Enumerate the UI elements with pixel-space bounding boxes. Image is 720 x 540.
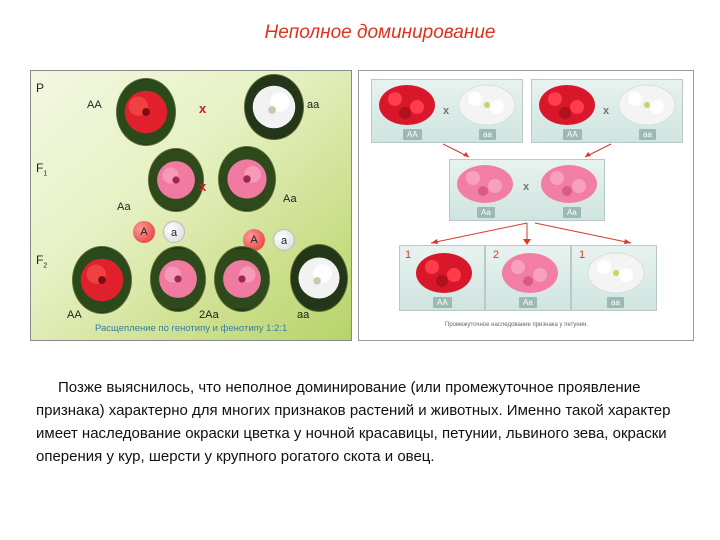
- cross-symbol: x: [199, 179, 207, 194]
- red-flower-image: [117, 79, 175, 145]
- white-flower-image: [291, 245, 347, 311]
- ratio-number: 1: [579, 249, 586, 261]
- ratio-number: 1: [405, 249, 412, 261]
- genotype-tag: аа: [607, 297, 624, 308]
- generation-p-label: P: [36, 81, 45, 95]
- gamete-dominant: А: [243, 229, 265, 251]
- genotype-f2-dominant: АА: [67, 309, 82, 321]
- genotype-f2-heterozygous: 2Аа: [199, 309, 219, 321]
- arrow-icon: [575, 143, 615, 161]
- body-paragraph: Позже выяснилось, что неполное доминирование (или промежуточное проявление признака) характерно для многих признаков растений и животных. Именно такой характер имеет наследование окраски цветка у ночной красавицы, петунии, львиного зева, окраски оперения у кур, шерсти у крупного рогатого скота и овец.: [36, 379, 671, 465]
- generation-f2-label: $F_2$: [36, 253, 48, 270]
- petunia-cross-figure: [358, 70, 694, 341]
- white-petunia-image: [585, 251, 647, 297]
- pink-flower-image: [151, 247, 205, 311]
- pink-petunia-image: [539, 163, 599, 207]
- pink-petunia-image: [499, 251, 561, 297]
- pink-flower-image: [219, 147, 275, 211]
- red-petunia-image: [537, 83, 597, 129]
- arrow-icon: [523, 221, 643, 247]
- genotype-tag: Аа: [477, 207, 495, 218]
- gamete-recessive: а: [163, 221, 185, 243]
- genotype-tag: АА: [433, 297, 452, 308]
- genotype-tag: Аа: [519, 297, 537, 308]
- white-flower-image: [245, 75, 303, 139]
- genotype-p-dominant: АА: [87, 99, 102, 111]
- red-petunia-image: [413, 251, 475, 297]
- arrow-icon: [439, 143, 479, 161]
- red-flower-image: [73, 247, 131, 313]
- body-text: [36, 376, 696, 468]
- mirabilis-cross-figure: [30, 70, 352, 341]
- cross-symbol: x: [199, 101, 207, 116]
- pink-petunia-image: [455, 163, 515, 207]
- pink-flower-image: [149, 149, 203, 211]
- page-title: Неполное доминирование: [264, 22, 496, 43]
- segregation-caption: Расщепление по генотипу и фенотипу 1:2:1: [95, 323, 288, 334]
- genotype-tag: аа: [639, 129, 656, 140]
- genotype-tag: АА: [563, 129, 582, 140]
- genotype-tag: аа: [479, 129, 496, 140]
- genotype-f2-recessive: аа: [297, 309, 310, 321]
- white-petunia-image: [617, 83, 677, 129]
- white-petunia-image: [457, 83, 517, 129]
- genotype-f1-right: Аа: [283, 193, 297, 205]
- genotype-f1-left: Аа: [117, 201, 131, 213]
- cross-symbol: x: [603, 105, 610, 117]
- pink-flower-image: [215, 247, 269, 311]
- cross-symbol: x: [523, 181, 530, 193]
- gamete-dominant: А: [133, 221, 155, 243]
- gamete-recessive: а: [273, 229, 295, 251]
- generation-f1-label: $F_1$: [36, 161, 48, 178]
- genotype-tag: Аа: [563, 207, 581, 218]
- red-petunia-image: [377, 83, 437, 129]
- genotype-p-recessive: аа: [307, 99, 320, 111]
- genotype-tag: АА: [403, 129, 422, 140]
- cross-symbol: x: [443, 105, 450, 117]
- ratio-number: 2: [493, 249, 500, 261]
- petunia-caption: Промежуточное наследование признака у петунии.: [445, 322, 589, 328]
